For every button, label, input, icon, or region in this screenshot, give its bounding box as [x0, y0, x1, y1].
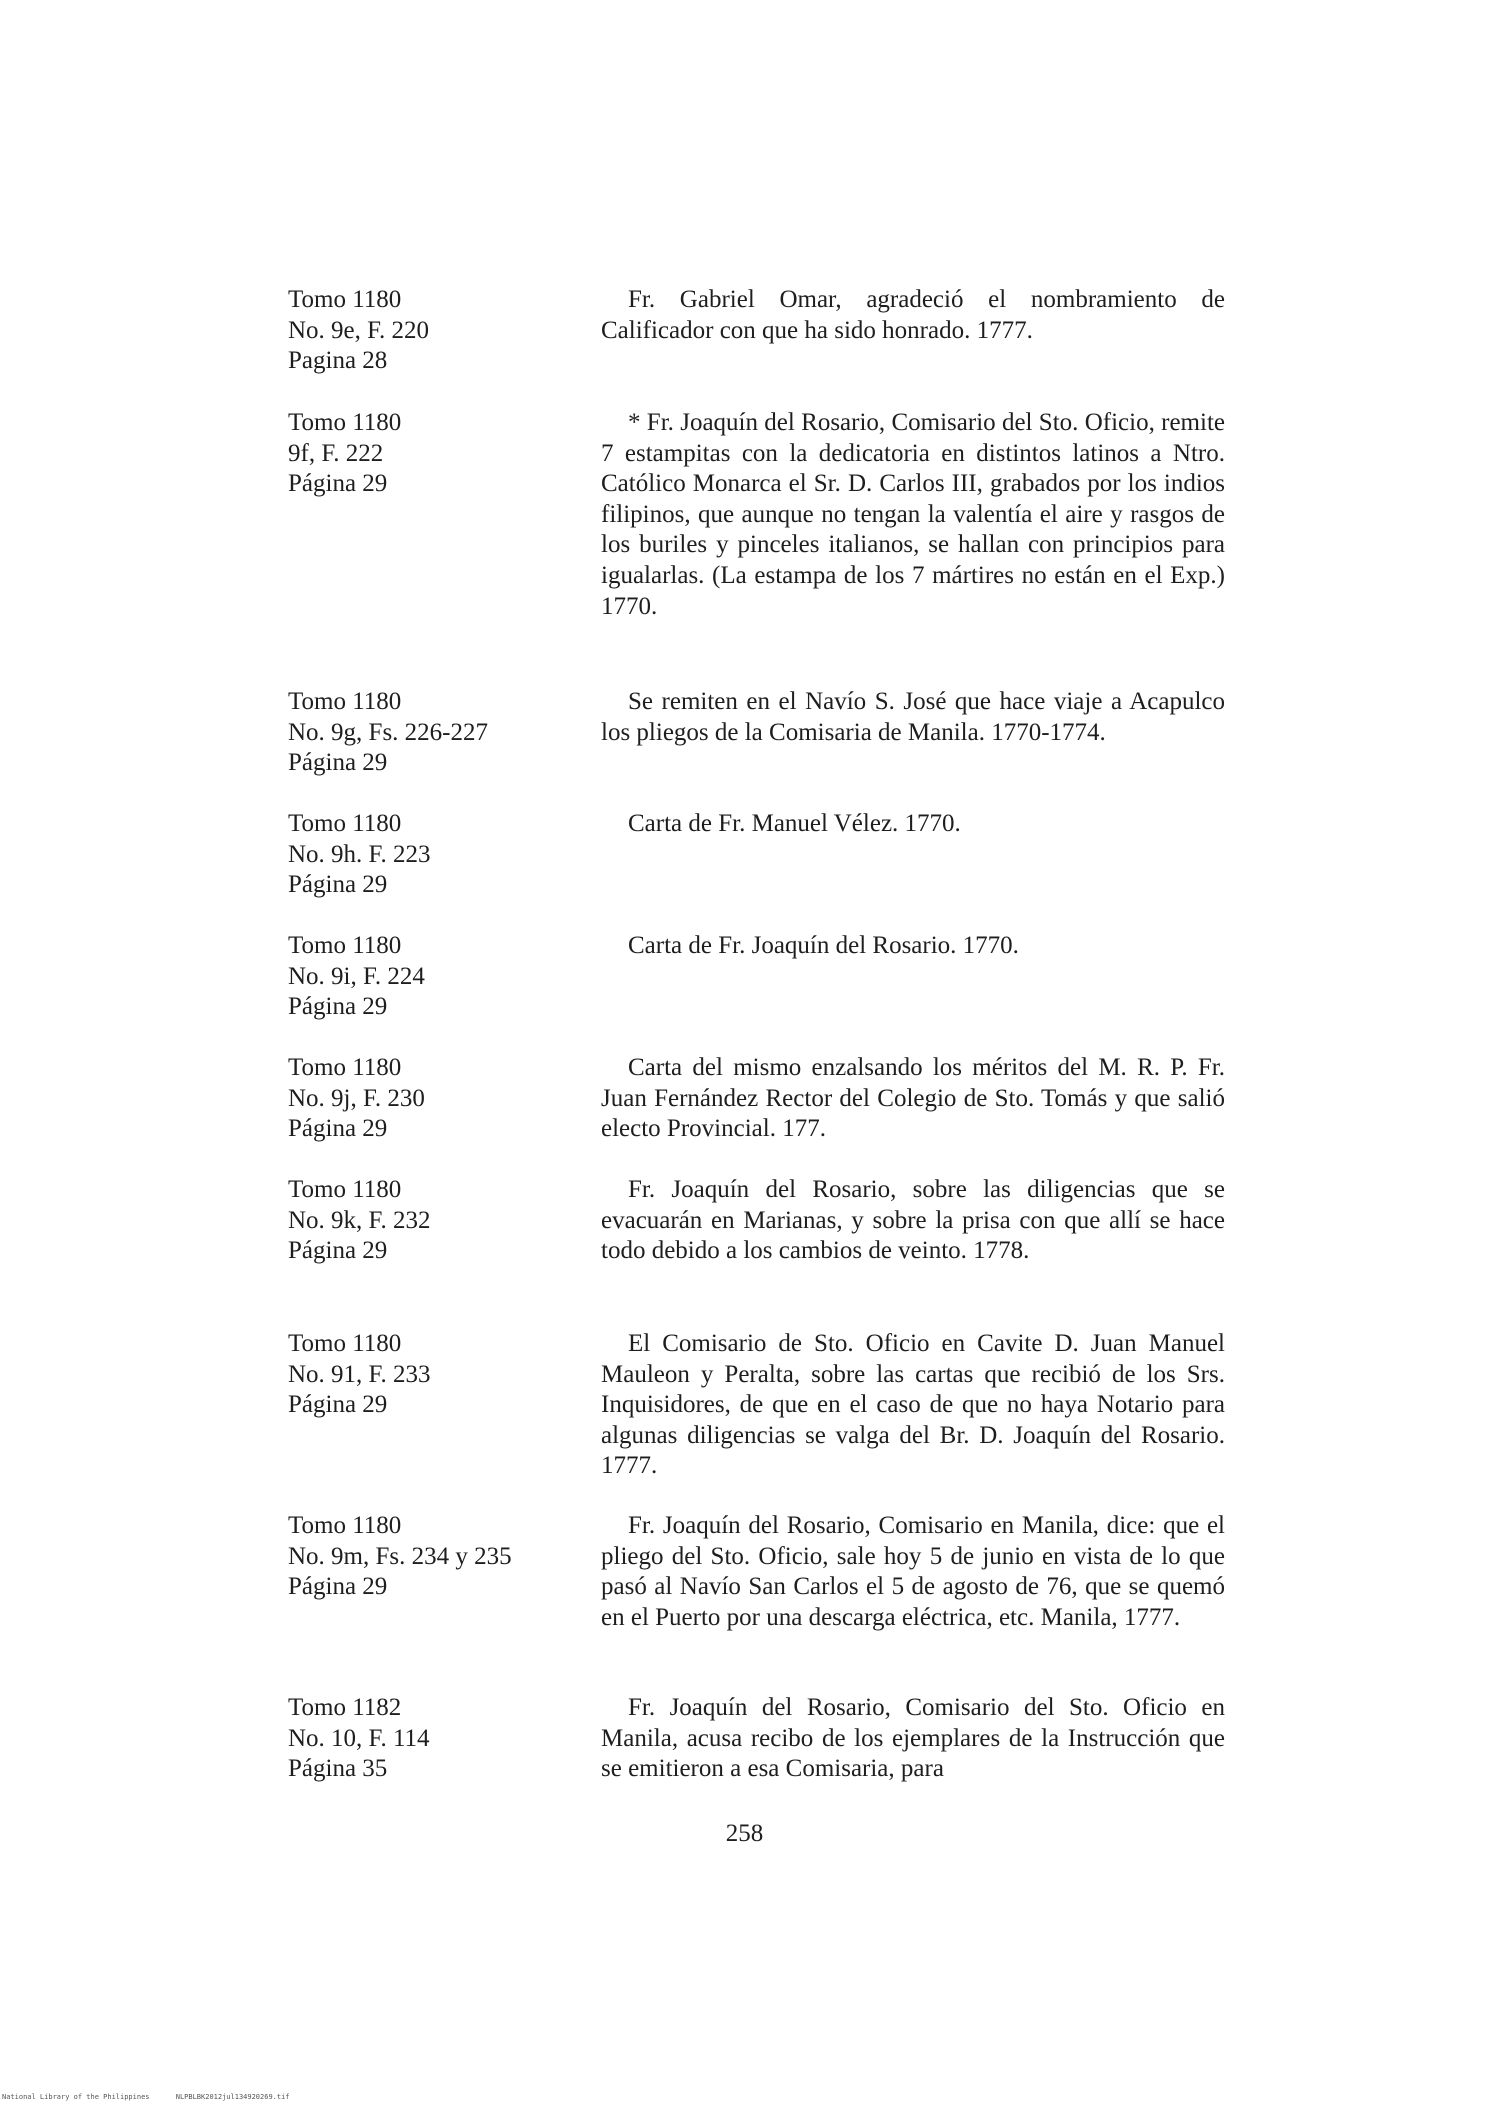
reference-line: 9f, F. 222	[288, 439, 384, 467]
entry-reference	[288, 809, 588, 901]
reference-line: Tomo 1180	[288, 688, 402, 715]
entry-reference	[288, 1329, 588, 1421]
entry-reference	[288, 931, 588, 1023]
reference-line: Página 29	[288, 1391, 388, 1419]
entry-description: Carta de Fr. Manuel Vélez. 1770.	[628, 810, 961, 837]
reference-line: Página 35	[288, 1755, 388, 1783]
reference-line: No. 9h. F. 223	[288, 840, 431, 868]
reference-line: Página 29	[288, 993, 388, 1021]
entry-description: Se remiten en el Navío S. José que hace viaje a Acapulco los pliegos de la Comisaria de Manila. 1770-1774.	[601, 688, 1225, 746]
reference-line: No. 9j, F. 230	[288, 1084, 425, 1112]
reference-line: Página 29	[288, 1115, 388, 1143]
entry-description: Fr. Joaquín del Rosario, Comisario en Manila, dice: que el pliego del Sto. Oficio, sale hoy 5 de junio en vista de lo que pasó al Navío San Carlos el 5 de agosto de 76, que se quemó en el Puerto por una descarga eléctrica, etc. Manila, 1777.	[601, 1512, 1225, 1631]
entry-reference	[288, 1511, 588, 1603]
entry-description: Carta de Fr. Joaquín del Rosario. 1770.	[628, 932, 1019, 959]
entry-description: El Comisario de Sto. Oficio en Cavite D. Juan Manuel Mauleon y Peralta, sobre las cartas que recibió de los Srs. Inquisidores, de que en el caso de que no haya Notario para algunas diligencias se valga del Br. D. Joaquín del Rosario. 1777.	[601, 1330, 1225, 1480]
entry-description: Carta del mismo enzalsando los méritos del M. R. P. Fr. Juan Fernández Rector del Colegio de Sto. Tomás y que salió electo Provincial. 177.	[601, 1054, 1225, 1143]
reference-line: Página 29	[288, 1237, 388, 1265]
reference-line: Tomo 1180	[288, 409, 402, 436]
reference-line: No. 9m, Fs. 234 y 235	[288, 1542, 512, 1570]
reference-line: Tomo 1180	[288, 810, 402, 837]
page-number: 258	[725, 1820, 764, 1847]
reference-line: Tomo 1180	[288, 1330, 402, 1357]
reference-line: Página 29	[288, 871, 388, 899]
entry-reference	[288, 1693, 588, 1785]
reference-line: No. 9g, Fs. 226-227	[288, 718, 489, 746]
entry-reference	[288, 1053, 588, 1145]
entry-reference	[288, 285, 588, 377]
entry-reference	[288, 687, 588, 779]
entry-description: * Fr. Joaquín del Rosario, Comisario del Sto. Oficio, remite 7 estampitas con la dedicatoria en distintos latinos a Ntro. Católico Monarca el Sr. D. Carlos III, grabados por los indios filipinos, que aunque no tengan la valentía el aire y rasgos de los buriles y pinceles italianos, se hallan con principios para igualarlas. (La estampa de los 7 mártires no están en el Exp.) 1770.	[601, 409, 1225, 620]
reference-line: Página 29	[288, 1573, 388, 1601]
reference-line: Tomo 1180	[288, 1176, 402, 1203]
entry-description: Fr. Joaquín del Rosario, Comisario del Sto. Oficio en Manila, acusa recibo de los ejemplares de la Instrucción que se emitieron a esa Comisaria, para	[601, 1694, 1225, 1783]
footer-file-name: NLPBLBK2012jul134920269.tif	[175, 2093, 290, 2101]
reference-line: Pagina 28	[288, 347, 388, 375]
reference-line: No. 91, F. 233	[288, 1360, 431, 1388]
footer-library-name: National Library of the Philippines	[2, 2093, 150, 2101]
entry-reference	[288, 408, 588, 500]
entry-reference	[288, 1175, 588, 1267]
reference-line: Tomo 1180	[288, 932, 402, 959]
scan-footer	[2, 2093, 312, 2101]
reference-line: No. 9i, F. 224	[288, 962, 425, 990]
reference-line: Página 29	[288, 749, 388, 777]
reference-line: Tomo 1180	[288, 1512, 402, 1539]
reference-line: Tomo 1180	[288, 1054, 402, 1081]
reference-line: No. 10, F. 114	[288, 1724, 430, 1752]
reference-line: Tomo 1180	[288, 286, 402, 313]
reference-line: Tomo 1182	[288, 1694, 402, 1721]
reference-line: Página 29	[288, 470, 388, 498]
entry-description: Fr. Gabriel Omar, agradeció el nombramiento de Calificador con que ha sido honrado. 1777.	[601, 286, 1225, 344]
reference-line: No. 9k, F. 232	[288, 1206, 431, 1234]
reference-line: No. 9e, F. 220	[288, 316, 430, 344]
entry-description: Fr. Joaquín del Rosario, sobre las diligencias que se evacuarán en Marianas, y sobre la prisa con que allí se hace todo debido a los cambios de veinto. 1778.	[601, 1176, 1225, 1265]
